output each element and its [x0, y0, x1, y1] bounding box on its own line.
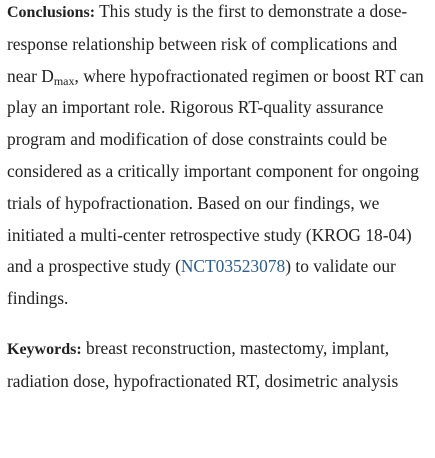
keywords-paragraph	[7, 333, 427, 398]
conclusions-text-part3: ) to validate our findings.	[7, 256, 396, 309]
conclusions-text-part2: , where hypofractionated regimen or boost RT can play an important role. Rigorous RT-quality assurance program and modification of dose constraints could be considered as a critically important component for ongoing trials of hypofractionation. Based on our findings, we initiated a multi-center retrospective study (KROG 18-04) and a prospective study (	[7, 65, 424, 277]
conclusions-label: Conclusions:	[7, 4, 96, 21]
dmax-subscript: max	[53, 73, 75, 88]
keywords-text: breast reconstruction, mastectomy, implant, radiation dose, hypofractionated RT, dosimetric analysis	[7, 337, 399, 391]
abstract-content	[7, 0, 427, 398]
keywords-label: Keywords:	[7, 340, 82, 358]
conclusions-paragraph	[7, 0, 427, 315]
conclusions-text-part1: This study is the first to demonstrate a dose-response relationship between risk of complications and near D	[7, 1, 408, 86]
nct-trial-link[interactable]: NCT03523078	[180, 256, 286, 277]
